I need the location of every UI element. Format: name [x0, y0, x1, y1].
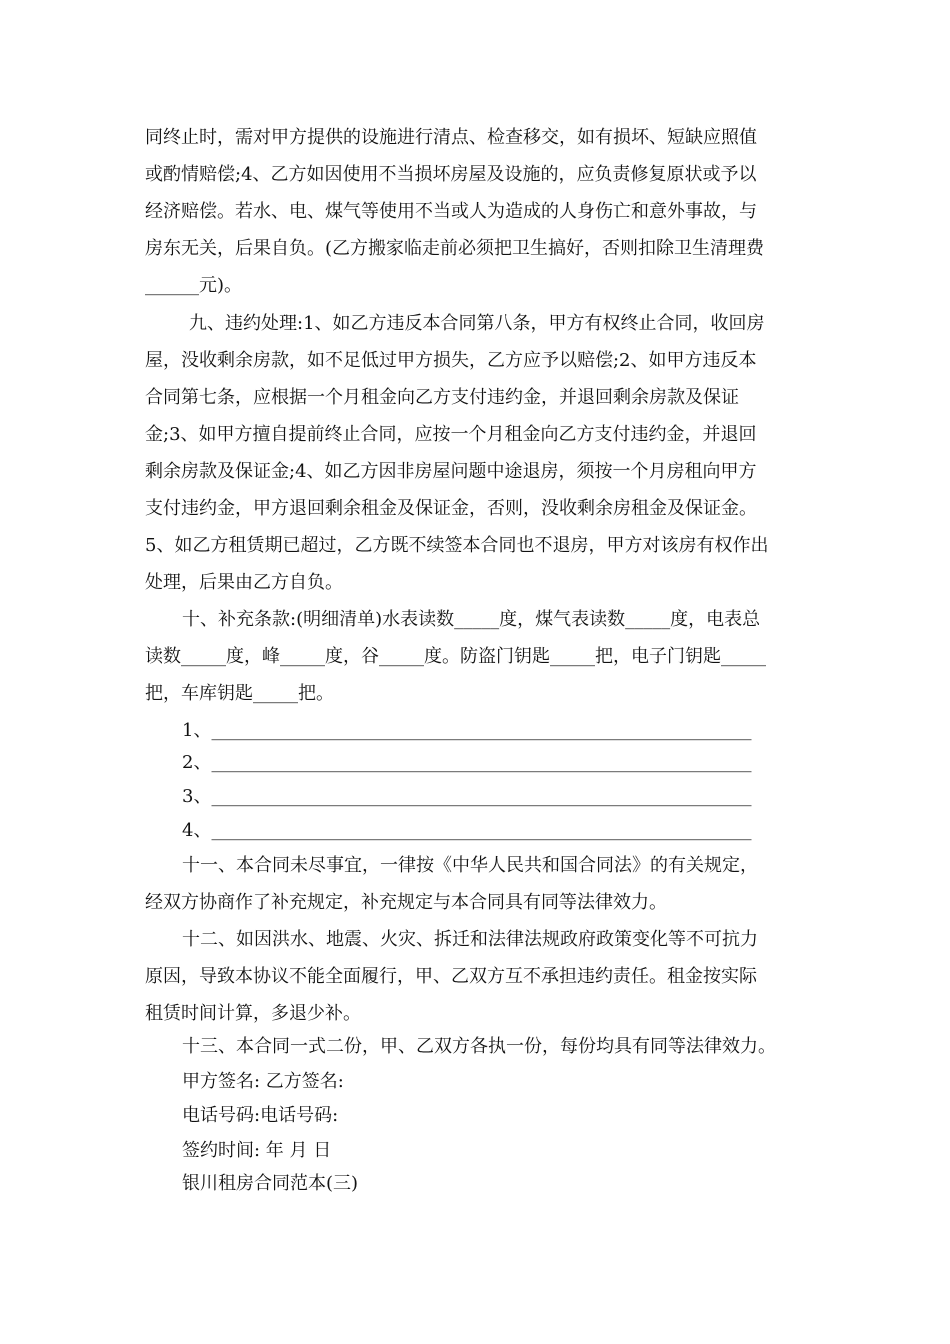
text-line-21: 十一、本合同未尽事宜，一律按《中华人民共和国合同法》的有关规定， — [182, 855, 758, 876]
text-line-1: 同终止时，需对甲方提供的设施进行清点、检查移交，如有损坏、短缺应照值 — [145, 127, 757, 148]
text-line-10: 剩余房款及保证金;4、如乙方因非房屋问题中途退房，须按一个月房租向甲方 — [145, 461, 757, 482]
text-line-16: 把，车库钥匙_____把。 — [145, 683, 334, 704]
text-line-4: 房东无关，后果自负。(乙方搬家临走前必须把卫生搞好，否则扣除卫生清理费 — [145, 238, 765, 259]
text-line-23: 十二、如因洪水、地震、火灾、拆迁和法律法规政府政策变化等不可抗力 — [182, 929, 758, 950]
text-line-26: 十三、本合同一式二份，甲、乙双方各执一份，每份均具有同等法律效力。 — [182, 1036, 776, 1057]
text-line-3: 经济赔偿。若水、电、煤气等使用不当或人为造成的人身伤亡和意外事故，与 — [145, 201, 757, 222]
text-line-13: 处理，后果由乙方自负。 — [145, 572, 343, 593]
text-line-9: 金;3、如甲方擅自提前终止合同，应按一个月租金向乙方支付违约金，并退回 — [145, 424, 757, 445]
text-line-12: 5、如乙方租赁期已超过，乙方既不续签本合同也不退房，甲方对该房有权作出 — [145, 535, 769, 556]
signature-line: 甲方签名: 乙方签名: — [182, 1071, 344, 1092]
text-line-15: 读数_____度，峰_____度，谷_____度。防盗门钥匙_____把，电子门钥匙_____ — [145, 646, 766, 667]
text-line-22: 经双方协商作了补充规定，补充规定与本合同具有同等法律效力。 — [145, 892, 667, 913]
text-line-5: ______元)。 — [145, 275, 243, 296]
text-line-14: 十、补充条款:(明细清单)水表读数_____度，煤气表读数_____度，电表总 — [182, 609, 761, 630]
text-line-11: 支付违约金，甲方退回剩余租金及保证金，否则，没收剩余房租金及保证金。 — [145, 498, 757, 519]
text-line-25: 租赁时间计算，多退少补。 — [145, 1003, 361, 1024]
blank-line-4: 4、____________________________________________________________ — [182, 820, 752, 841]
phone-line: 电话号码:电话号码: — [182, 1105, 339, 1126]
text-line-2: 或酌情赔偿;4、乙方如因使用不当损坏房屋及设施的，应负责修复原状或予以 — [145, 164, 757, 185]
text-line-8: 合同第七条，应根据一个月租金向乙方支付违约金，并退回剩余房款及保证 — [145, 387, 739, 408]
next-section-title: 银川租房合同范本(三) — [182, 1173, 359, 1194]
text-line-7: 屋，没收剩余房款，如不足低过甲方损失，乙方应予以赔偿;2、如甲方违反本 — [145, 350, 757, 371]
date-line: 签约时间: 年 月 日 — [182, 1140, 332, 1161]
blank-line-3: 3、____________________________________________________________ — [182, 786, 752, 807]
text-line-24: 原因，导致本协议不能全面履行，甲、乙双方互不承担违约责任。租金按实际 — [145, 966, 757, 987]
blank-line-2: 2、____________________________________________________________ — [182, 752, 752, 773]
text-line-6: 九、违约处理:1、如乙方违反本合同第八条，甲方有权终止合同，收回房 — [189, 313, 765, 334]
blank-line-1: 1、____________________________________________________________ — [182, 720, 752, 741]
